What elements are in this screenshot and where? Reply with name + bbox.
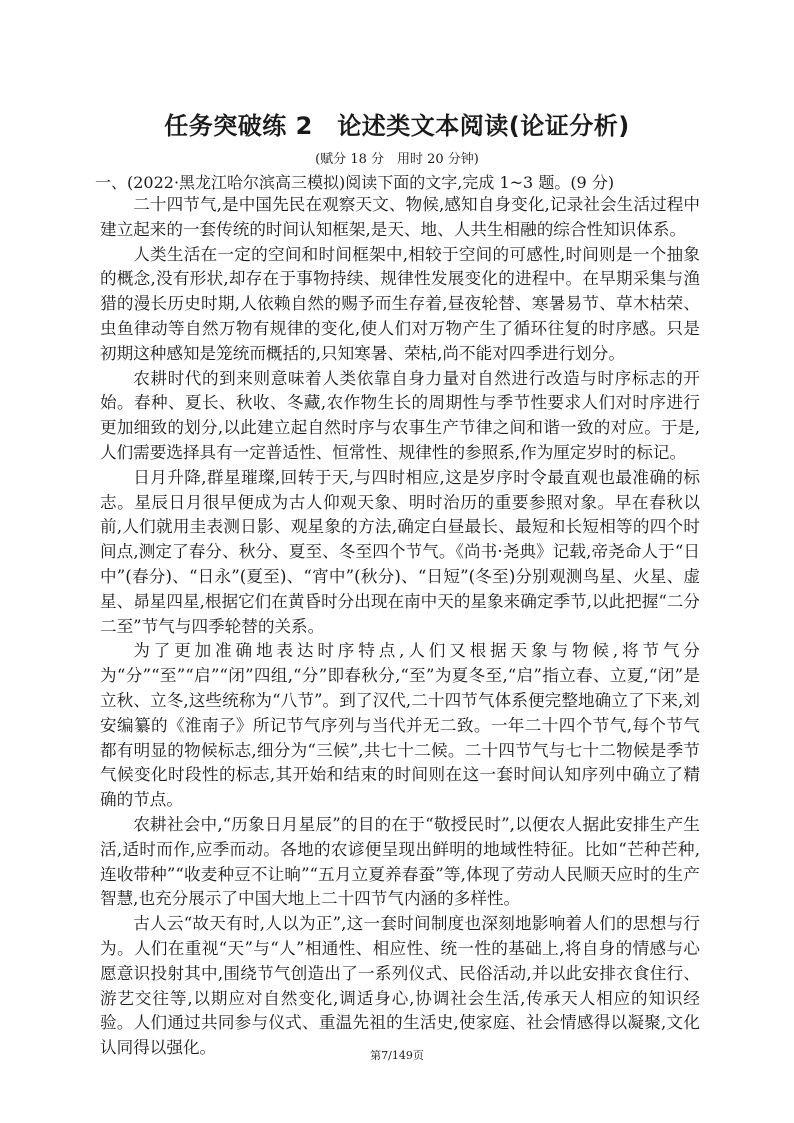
- paragraph: 农耕社会中,“历象日月星辰”的目的在于“敬授民时”,以便农人据此安排生产生活,适时而作,应季而动。各地的农谚便呈现出鲜明的地域性特征。比如“芒种芒种,连收带种”“收麦种豆不让晌”“五月立夏养春蚕”等,体现了劳动人民顺天应时的生产智慧,也充分展示了中国大地上二十四节气内涵的多样性。: [100, 814, 700, 909]
- page-number: 第7/149页: [370, 1049, 424, 1062]
- reading-passage: [100, 193, 700, 1061]
- page-title: 任务突破练 2 论述类文本阅读(论证分析): [164, 112, 630, 140]
- paragraph: 为了更加准确地表达时序特点,人们又根据天象与物候,将节气分为“分”“至”“启”“闭”四组,“分”即春秋分,“至”为夏冬至,“启”指立春、立夏,“闭”是立秋、立冬,这些统称为“八节”。到了汉代,二十四节气体系便完整地确立了下来,刘安编纂的《淮南子》所记节气序列与当代并无二致。一年二十四个节气,每个节气都有明显的物候标志,细分为“三候”,共七十二候。二十四节气与七十二物候是季节气候变化时段性的标志,其开始和结束的时间则在这一套时间认知序列中确立了精确的节点。: [100, 641, 700, 810]
- paragraph: 二十四节气,是中国先民在观察天文、物候,感知自身变化,记录社会生活过程中建立起来的一套传统的时间认知框架,是天、地、人共生相融的综合性知识体系。: [100, 195, 700, 239]
- paragraph: 人类生活在一定的空间和时间框架中,相较于空间的可感性,时间则是一个抽象的概念,没有形状,却存在于事物持续、规律性发展变化的进程中。在早期采集与渔猎的漫长历史时期,人依赖自然的赐予而生存着,昼夜轮替、寒暑易节、草木枯荣、虫鱼律动等自然万物有规律的变化,使人们对万物产生了循环往复的时序感。只是初期这种感知是笼统而概括的,只知寒暑、荣枯,尚不能对四季进行划分。: [100, 244, 700, 363]
- paragraph: 日月升降,群星璀璨,回转于天,与四时相应,这是岁序时令最直观也最准确的标志。星辰日月很早便成为古人仰观天象、明时治历的重要参照对象。早在春秋以前,人们就用圭表测日影、观星象的方法,确定白昼最长、最短和长短相等的四个时间点,测定了春分、秋分、夏至、冬至四个节气。《尚书·尧典》记载,帝尧命人于“日中”(春分)、“日永”(夏至)、“宵中”(秋分)、“日短”(冬至)分别观测鸟星、火星、虚星、昴星四星,根据它们在黄昏时分出现在南中天的星象来确定季节,以此把握“二分二至”节气与四季轮替的关系。: [100, 467, 700, 636]
- score-time-note: (赋分 18 分 用时 20 分钟): [315, 152, 479, 167]
- paragraph: 古人云“故天有时,人以为正”,这一套时间制度也深刻地影响着人们的思想与行为。人们在重视“天”与“人”相通性、相应性、统一性的基础上,将自身的情感与心愿意识投射其中,围绕节气创造出了一系列仪式、民俗活动,并以此安排衣食住行、游艺交往等,以期应对自然变化,调适身心,协调社会生活,传承天人相应的知识经验。人们通过共同参与仪式、重温先祖的生活史,使家庭、社会情感得以凝聚,文化认同得以强化。: [100, 914, 700, 1058]
- question-heading: 一、(2022·黑龙江哈尔滨高三模拟)阅读下面的文字,完成 1~3 题。(9 分): [95, 173, 615, 192]
- paragraph: 农耕时代的到来则意味着人类依靠自身力量对自然进行改造与时序标志的开始。春种、夏长、秋收、冬藏,农作物生长的周期性与季节性要求人们对时序进行更加细致的划分,以此建立起自然时序与农事生产节律之间和谐一致的对应。于是,人们需要选择具有一定普适性、恒常性、规律性的参照系,作为厘定岁时的标记。: [100, 368, 700, 462]
